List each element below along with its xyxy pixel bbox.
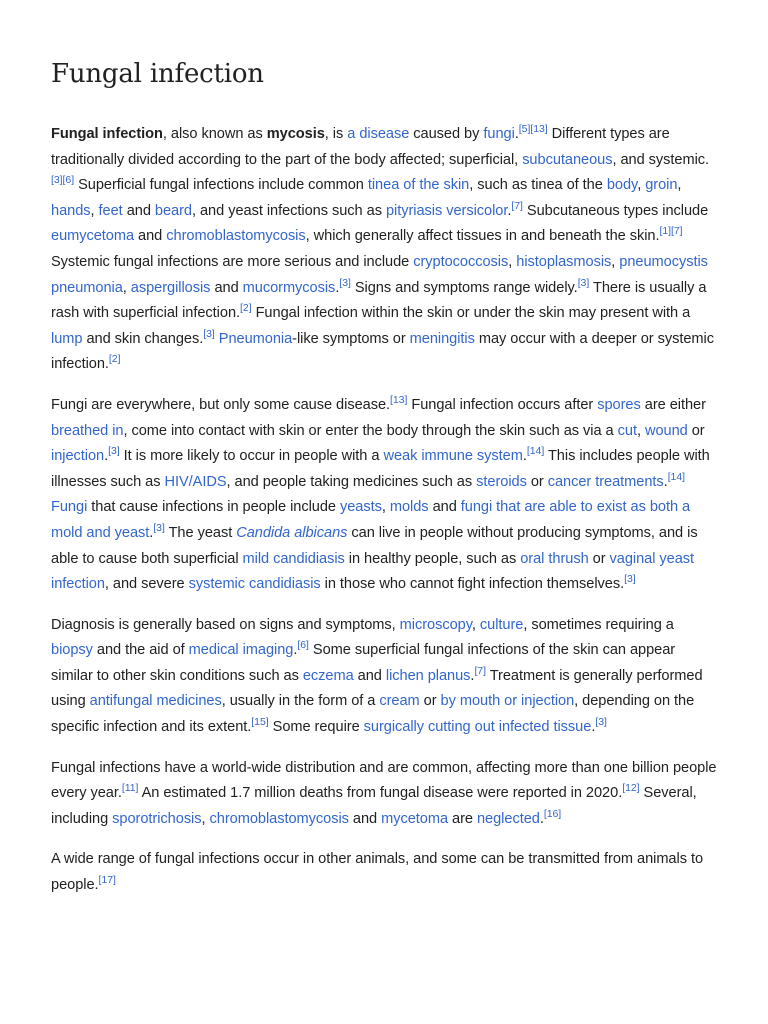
citation-ref[interactable]	[108, 445, 120, 457]
wiki-link[interactable]: Fungi	[51, 499, 88, 516]
wiki-link[interactable]: lichen planus	[385, 667, 471, 684]
text: .	[335, 279, 340, 296]
citation-link[interactable]: [12]	[622, 782, 640, 795]
wiki-link[interactable]: chromoblastomycosis	[209, 810, 349, 827]
text: It is more likely to occur in people with a	[119, 448, 384, 465]
citation-link[interactable]: [13]	[530, 123, 548, 135]
paragraph	[51, 122, 717, 378]
wiki-link[interactable]: Pneumonia	[218, 330, 293, 347]
wiki-link[interactable]: mycetoma	[381, 810, 449, 827]
wiki-link[interactable]: cut	[617, 422, 637, 439]
text: , which generally affect tissues in and beneath the skin.	[305, 228, 660, 245]
citation-ref[interactable]	[153, 522, 165, 534]
text: , usually in the form of a	[221, 693, 380, 710]
text: Different types are traditionally divided according to the part of the body affected; superficial,	[51, 126, 670, 168]
citation-ref[interactable]	[511, 200, 523, 212]
text: Diagnosis is generally based on signs and symptoms,	[51, 616, 400, 633]
citation-ref[interactable]	[51, 174, 63, 186]
citation-link[interactable]: [6]	[297, 639, 309, 652]
text: ,	[201, 810, 210, 827]
wiki-link[interactable]: neglected	[476, 810, 540, 827]
wiki-link[interactable]: surgically cutting out infected tissue	[363, 719, 592, 736]
text: caused by	[409, 126, 484, 142]
citation-link[interactable]: [5]	[518, 123, 531, 135]
citation-ref[interactable]	[530, 123, 547, 135]
text: , and yeast infections such as	[191, 202, 386, 219]
text: .	[507, 202, 512, 219]
wiki-link[interactable]: aspergillosis	[130, 279, 211, 296]
text: Treatment is generally performed using	[51, 667, 703, 710]
text: A wide range of fungal infections occur in other animals, and some can be transmitted from animals to people.	[51, 851, 704, 894]
wiki-link[interactable]: medical imaging	[188, 642, 294, 659]
wiki-link[interactable]: systemic candidiasis	[188, 576, 321, 593]
citation-link[interactable]: [13]	[390, 393, 408, 406]
wiki-link[interactable]: spores	[597, 396, 641, 413]
text: are either	[640, 396, 706, 413]
text: .	[149, 524, 154, 541]
text: Signs and symptoms range widely.	[350, 279, 578, 296]
wiki-link[interactable]: chromoblastomycosis	[166, 228, 306, 245]
paragraph	[51, 756, 717, 833]
wiki-link[interactable]: HIV/AIDS	[164, 473, 227, 490]
wiki-link[interactable]: weak immune system	[383, 448, 523, 465]
wiki-link[interactable]: fungi	[483, 126, 515, 142]
wiki-link[interactable]: cancer treatments	[547, 473, 664, 490]
citation-ref[interactable]	[390, 394, 407, 406]
citation-link[interactable]: [2]	[240, 302, 252, 315]
text: Fungi are everywhere, but only some cause disease.	[51, 396, 391, 413]
wiki-link[interactable]: culture	[479, 616, 524, 633]
text: Some superficial fungal infections of the skin can appear similar to other skin conditions such as	[51, 642, 676, 684]
text: .	[663, 473, 668, 490]
text: ,	[471, 616, 480, 633]
text: , sometimes requiring a	[523, 616, 674, 633]
bold-term: Fungal infection	[51, 126, 163, 142]
text: and	[134, 228, 167, 245]
citation-ref[interactable]	[63, 174, 75, 186]
text: ,	[636, 422, 645, 439]
text: may occur with a deeper or systemic infection.	[51, 330, 714, 373]
wiki-link[interactable]: cream	[379, 693, 420, 710]
paragraph	[51, 393, 717, 598]
text: Subcutaneous types include	[522, 202, 709, 219]
citation-link[interactable]: [1]	[659, 225, 671, 238]
wiki-link[interactable]: histoplasmosis	[516, 253, 612, 270]
paragraph	[51, 847, 717, 898]
text: .	[591, 719, 596, 736]
wiki-link[interactable]: cryptococcosis	[413, 253, 509, 270]
text: Superficial fungal infections include common	[74, 177, 368, 194]
text: There is usually a rash with superficial infection.	[51, 279, 707, 322]
text: ,	[611, 253, 620, 270]
wiki-link[interactable]: subcutaneous	[522, 151, 613, 168]
wiki-link[interactable]: feet	[98, 202, 123, 219]
text: , and systemic.	[612, 151, 710, 168]
citation-ref[interactable]	[544, 808, 561, 820]
text: or	[526, 473, 548, 490]
wiki-link[interactable]: breathed in	[51, 422, 124, 439]
text: in healthy people, such as	[344, 550, 521, 567]
text: Some require	[268, 719, 364, 736]
citation-ref[interactable]	[595, 716, 607, 728]
citation-ref[interactable]	[622, 782, 639, 794]
text: .	[514, 126, 519, 142]
citation-link[interactable]: [6]	[62, 174, 75, 187]
text: , come into contact with skin or enter the body through the skin such as via a	[123, 422, 618, 439]
wiki-link[interactable]: steroids	[476, 473, 527, 490]
text: are	[448, 810, 477, 827]
citation-ref[interactable]	[240, 302, 252, 314]
text: and	[122, 202, 155, 219]
citation-link[interactable]: [3]	[595, 716, 607, 729]
citation-link[interactable]: [3]	[339, 276, 351, 289]
text: ,	[508, 253, 517, 270]
text: , such as tinea of the	[469, 177, 607, 194]
citation-link[interactable]: [3]	[153, 521, 165, 534]
text: ,	[381, 499, 390, 516]
citation-link[interactable]: [3]	[108, 445, 120, 458]
text: or	[419, 693, 441, 710]
citation-link[interactable]: [7]	[671, 225, 683, 238]
wiki-link[interactable]: lump	[51, 330, 83, 347]
text: , also known as	[162, 126, 267, 142]
wiki-link[interactable]: beard	[154, 202, 192, 219]
citation-link[interactable]: [14]	[667, 470, 686, 483]
text: and	[210, 279, 243, 296]
text: The yeast	[164, 524, 237, 541]
wiki-link[interactable]: yeasts	[339, 499, 382, 516]
citation-link[interactable]: [3]	[51, 174, 63, 187]
text: can live in people without producing symptoms, and is able to cause both superficial	[51, 524, 698, 567]
text: in those who cannot fight infection themselves.	[320, 576, 625, 593]
wiki-link[interactable]: eczema	[302, 667, 354, 684]
citation-link[interactable]: [2]	[108, 353, 121, 366]
text: and the aid of	[92, 642, 189, 659]
citation-ref[interactable]	[519, 123, 531, 135]
text: and	[348, 810, 382, 827]
wiki-link[interactable]: a disease	[347, 126, 410, 142]
wiki-link[interactable]: meningitis	[409, 330, 475, 347]
text: This includes people with illnesses such as	[51, 448, 710, 490]
text: .	[293, 642, 298, 659]
wiki-link[interactable]: groin	[645, 177, 678, 194]
text: An estimated 1.7 million deaths from fungal disease were reported in 2020.	[138, 785, 623, 802]
text: ,	[122, 279, 131, 296]
wiki-link[interactable]: molds	[389, 499, 429, 516]
text: Fungal infection occurs after	[407, 396, 598, 413]
wiki-link[interactable]: oral thrush	[520, 550, 589, 567]
wiki-link[interactable]: mild candidiasis	[242, 550, 345, 567]
text: , and severe	[104, 576, 189, 593]
text: or	[588, 550, 610, 567]
text: , depending on the specific infection and its extent.	[51, 693, 695, 736]
text: .	[104, 448, 109, 465]
citation-ref[interactable]	[659, 225, 671, 237]
citation-ref[interactable]	[122, 782, 139, 794]
citation-ref[interactable]	[578, 277, 590, 289]
text: and	[428, 499, 461, 516]
citation-link[interactable]: [14]	[526, 445, 545, 458]
text: ,	[637, 177, 646, 194]
text: , and people taking medicines such as	[226, 473, 477, 490]
wiki-link[interactable]: Candida albicans	[236, 524, 348, 541]
citation-link[interactable]: [3]	[577, 276, 590, 289]
paragraph	[51, 613, 717, 741]
text: ,	[90, 202, 99, 219]
citation-ref[interactable]	[624, 573, 636, 585]
page-title: Fungal infection	[51, 59, 264, 89]
wiki-link[interactable]: mucormycosis	[242, 279, 336, 296]
wiki-link[interactable]: injection	[51, 448, 105, 465]
citation-link[interactable]: [16]	[543, 807, 562, 820]
citation-ref[interactable]	[474, 665, 486, 677]
citation-ref[interactable]	[668, 471, 685, 483]
bold-term: mycosis	[266, 126, 325, 142]
citation-link[interactable]: [11]	[121, 782, 139, 795]
citation-ref[interactable]	[297, 639, 309, 651]
citation-ref[interactable]	[339, 277, 351, 289]
citation-ref[interactable]	[203, 328, 215, 340]
text: Fungal infections have a world-wide distribution and are common, affecting more than one billion people every year.	[51, 759, 717, 802]
wiki-link[interactable]: by mouth or injection	[440, 693, 575, 710]
citation-ref[interactable]	[527, 445, 544, 457]
text: that cause infections in people include	[87, 499, 340, 516]
wiki-link[interactable]: body	[606, 177, 638, 194]
article-body	[51, 96, 717, 899]
text: .	[522, 448, 527, 465]
wiki-link[interactable]: eumycetoma	[51, 228, 135, 245]
citation-link[interactable]: [17]	[98, 874, 116, 887]
citation-link[interactable]: [3]	[203, 327, 215, 340]
text: ,	[677, 177, 682, 194]
wiki-link[interactable]: fungi that are able to exist as both a mold and yeast	[51, 499, 691, 541]
text: Systemic fungal infections are more serious and include	[51, 253, 414, 270]
wiki-link[interactable]: antifungal medicines	[89, 693, 222, 710]
wiki-link[interactable]: microscopy	[399, 616, 472, 633]
wiki-link[interactable]: biopsy	[51, 642, 93, 659]
wiki-link[interactable]: sporotrichosis	[112, 810, 202, 827]
wiki-link[interactable]: vaginal yeast infection	[51, 550, 695, 593]
wiki-link[interactable]: hands	[51, 202, 91, 219]
wiki-link[interactable]: pityriasis versicolor	[385, 202, 508, 219]
citation-ref[interactable]	[251, 716, 268, 728]
text: .	[470, 667, 475, 684]
citation-link[interactable]: [3]	[624, 573, 636, 586]
text: .	[539, 810, 544, 827]
text: or	[687, 422, 705, 439]
wiki-link[interactable]: wound	[644, 422, 688, 439]
text: and skin changes.	[82, 330, 204, 347]
text: Several, including	[51, 785, 697, 827]
citation-ref[interactable]	[99, 874, 116, 886]
text: , is	[324, 126, 348, 142]
text: -like symptoms or	[292, 330, 410, 347]
text: and	[353, 667, 386, 684]
wiki-link[interactable]: tinea of the skin	[367, 177, 470, 194]
citation-link[interactable]: [7]	[511, 199, 523, 212]
citation-link[interactable]: [7]	[474, 664, 486, 677]
wiki-link[interactable]: pneumocystis pneumonia	[51, 253, 708, 296]
citation-link[interactable]: [15]	[251, 716, 269, 729]
text: Fungal infection within the skin or under the skin may present with a	[251, 305, 691, 322]
citation-ref[interactable]	[671, 225, 683, 237]
citation-ref[interactable]	[109, 353, 121, 365]
